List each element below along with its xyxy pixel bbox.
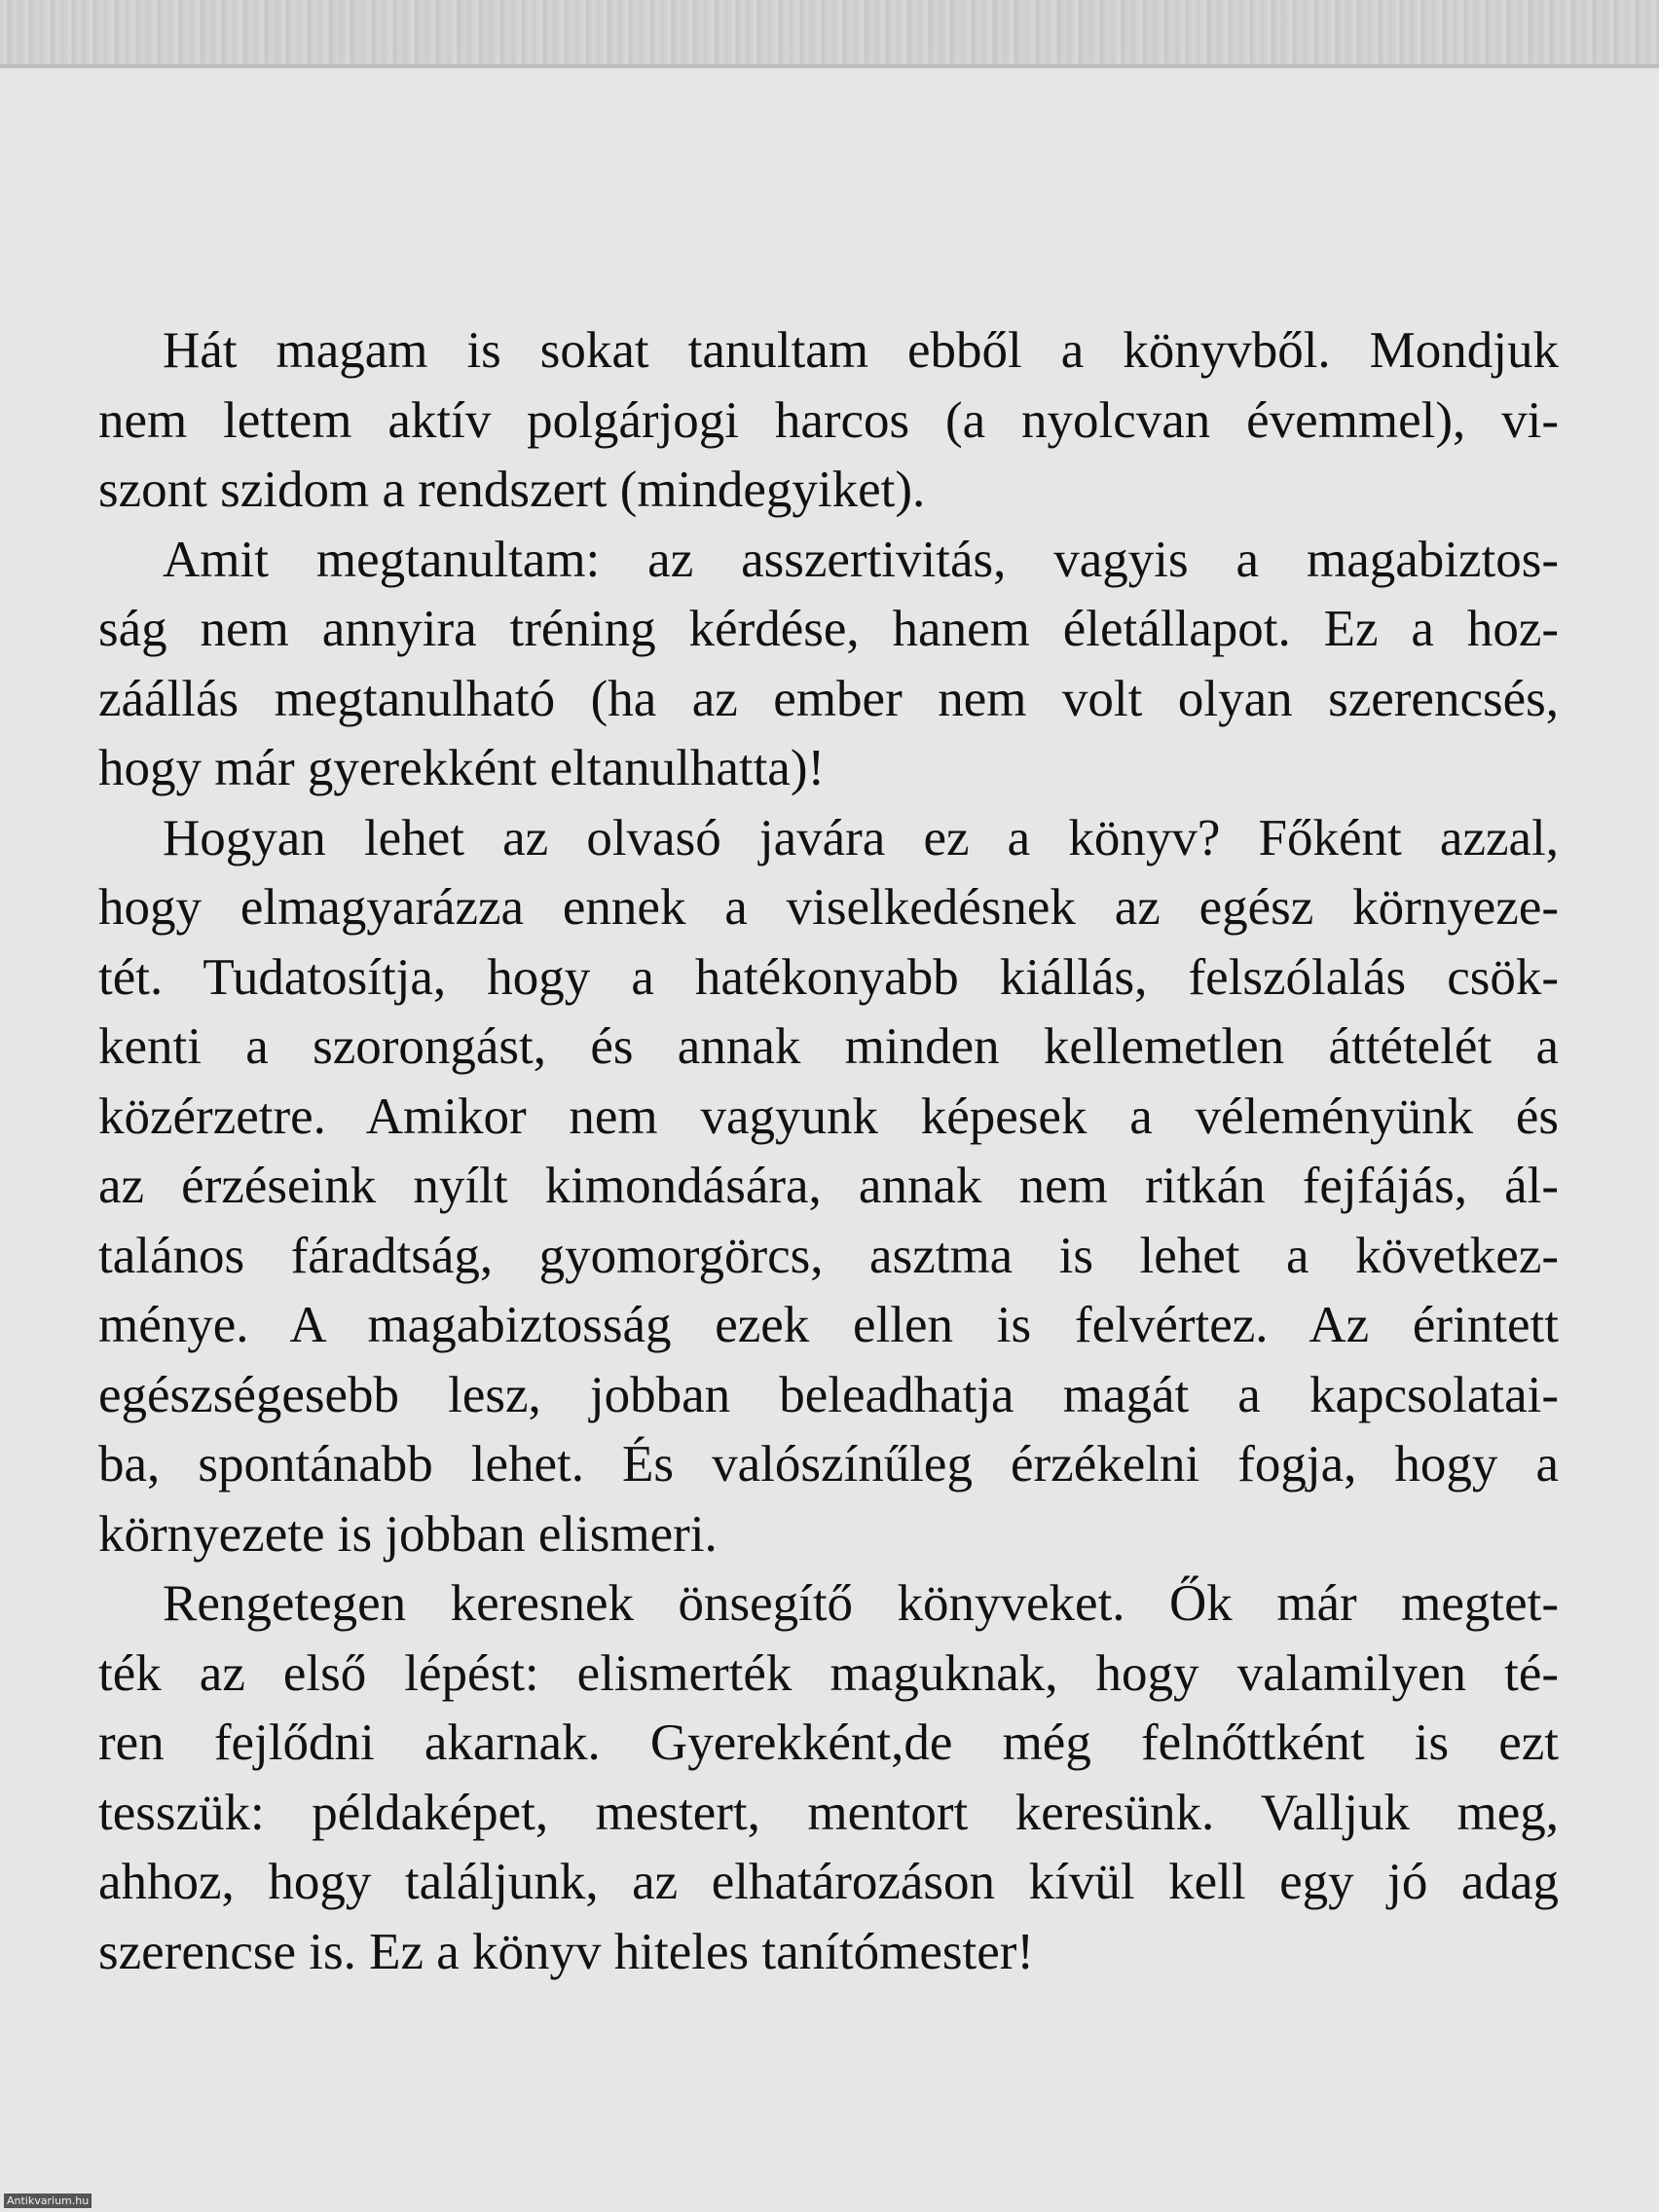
text-line: nem lettem aktív polgárjogi harcos (a nyolcvan évemmel), vi- <box>98 391 1559 449</box>
text-line: hogy elmagyarázza ennek a viselkedésnek az egész környeze- <box>98 879 1559 936</box>
text-line: közérzetre. Amikor nem vagyunk képesek a véleményünk és <box>98 1088 1559 1145</box>
text-line: hogy már gyerekként eltanulhatta)! <box>98 740 826 796</box>
text-line: szont szidom a rendszert (mindegyiket). <box>98 461 926 518</box>
paragraph-4 <box>98 1569 1559 1987</box>
text-line: Hát magam is sokat tanultam ebből a könyvből. Mondjuk <box>163 322 1559 379</box>
watermark-label: Antikvarium.hu <box>4 2194 92 2208</box>
text-line: Amit megtanultam: az asszertivitás, vagyis a magabiztos- <box>163 531 1559 588</box>
text-line: környezete is jobban elismeri. <box>98 1505 718 1563</box>
text-line: szerencse is. Ez a könyv hiteles tanítómester! <box>98 1923 1035 1980</box>
paragraph-1 <box>98 316 1559 526</box>
text-line: tét. Tudatosítja, hogy a hatékonyabb kiállás, felszólalás csök- <box>98 948 1559 1006</box>
paragraph-3 <box>98 804 1559 1570</box>
paragraph-2 <box>98 526 1559 804</box>
text-line: ren fejlődni akarnak. Gyerekként,de még felnőttként is ezt <box>98 1714 1559 1771</box>
text-line: egészségesebb lesz, jobban beleadhatja magát a kapcsolatai- <box>98 1366 1559 1423</box>
page-top-edge <box>0 0 1659 68</box>
text-line: ahhoz, hogy találjunk, az elhatározáson kívül kell egy jó adag <box>98 1854 1559 1910</box>
text-line: ték az első lépést: elismerték maguknak, hogy valamilyen té- <box>98 1644 1559 1702</box>
text-line: talános fáradtság, gyomorgörcs, asztma is lehet a következ- <box>98 1227 1559 1284</box>
text-line: tesszük: példaképet, mestert, mentort keresünk. Valljuk meg, <box>98 1784 1559 1841</box>
text-line: záállás megtanulható (ha az ember nem volt olyan szerencsés, <box>98 670 1559 727</box>
text-line: Rengetegen keresnek önsegítő könyveket. Ők már megtet- <box>163 1575 1559 1632</box>
body-text <box>98 316 1559 1987</box>
text-line: kenti a szorongást, és annak minden kellemetlen áttételét a <box>98 1018 1559 1075</box>
text-line: az érzéseink nyílt kimondására, annak nem ritkán fejfájás, ál- <box>98 1158 1559 1214</box>
text-line: ság nem annyira tréning kérdése, hanem életállapot. Ez a hoz- <box>98 601 1559 657</box>
text-line: ménye. A magabiztosság ezek ellen is felvértez. Az érintett <box>98 1297 1559 1353</box>
text-line: ba, spontánabb lehet. És valószínűleg érzékelni fogja, hogy a <box>98 1436 1559 1493</box>
text-line: Hogyan lehet az olvasó javára ez a könyv? Főként azzal, <box>163 809 1559 866</box>
